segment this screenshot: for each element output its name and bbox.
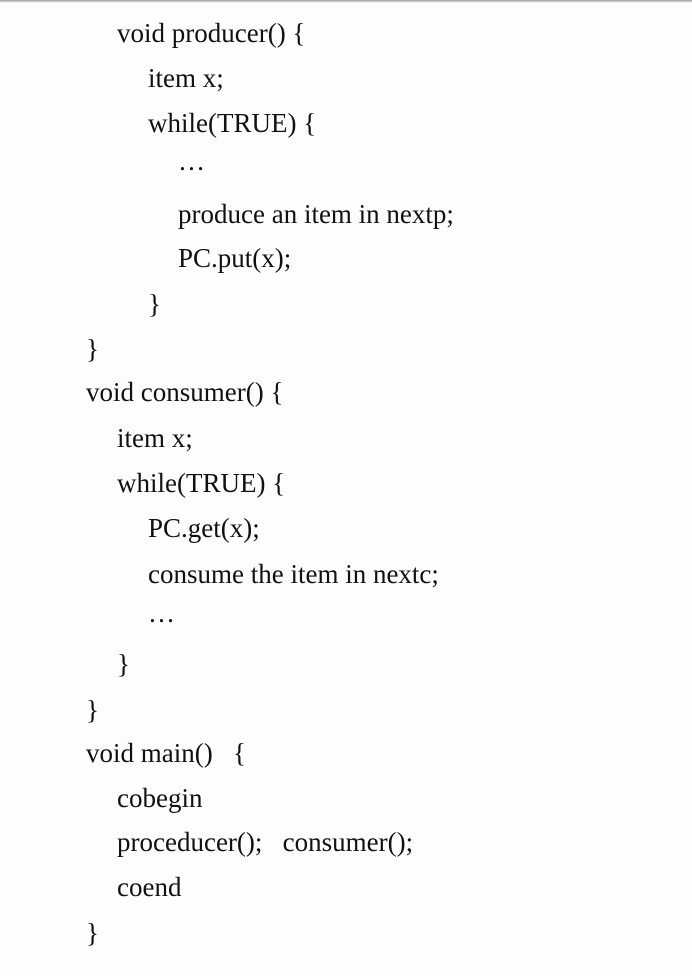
code-line-cobegin: cobegin — [117, 783, 203, 813]
code-line-calls: proceducer(); consumer(); — [117, 827, 414, 857]
code-line-consumer-decl: item x; — [117, 423, 193, 453]
code-line-producer-ellipsis: … — [178, 146, 205, 176]
code-line-consumer-while-end: } — [117, 649, 130, 679]
code-line-producer-signature: void producer() { — [117, 18, 306, 48]
code-line-consume-item: consume the item in nextc; — [148, 559, 439, 589]
scan-top-edge — [0, 0, 692, 3]
code-line-pc-put: PC.put(x); — [178, 243, 292, 273]
code-line-producer-while-end: } — [148, 289, 161, 319]
code-line-main-end: } — [86, 918, 99, 948]
code-line-producer-while: while(TRUE) { — [148, 108, 317, 138]
code-line-consumer-ellipsis: … — [148, 598, 175, 628]
code-line-consumer-signature: void consumer() { — [86, 377, 284, 407]
code-line-pc-get: PC.get(x); — [148, 513, 260, 543]
code-line-produce-item: produce an item in nextp; — [178, 199, 454, 229]
code-line-producer-end: } — [86, 334, 99, 364]
code-line-consumer-end: } — [86, 695, 99, 725]
code-line-producer-decl: item x; — [148, 63, 224, 93]
code-line-main-signature: void main() { — [86, 738, 246, 768]
code-line-consumer-while: while(TRUE) { — [117, 468, 286, 498]
code-line-coend: coend — [117, 872, 182, 902]
